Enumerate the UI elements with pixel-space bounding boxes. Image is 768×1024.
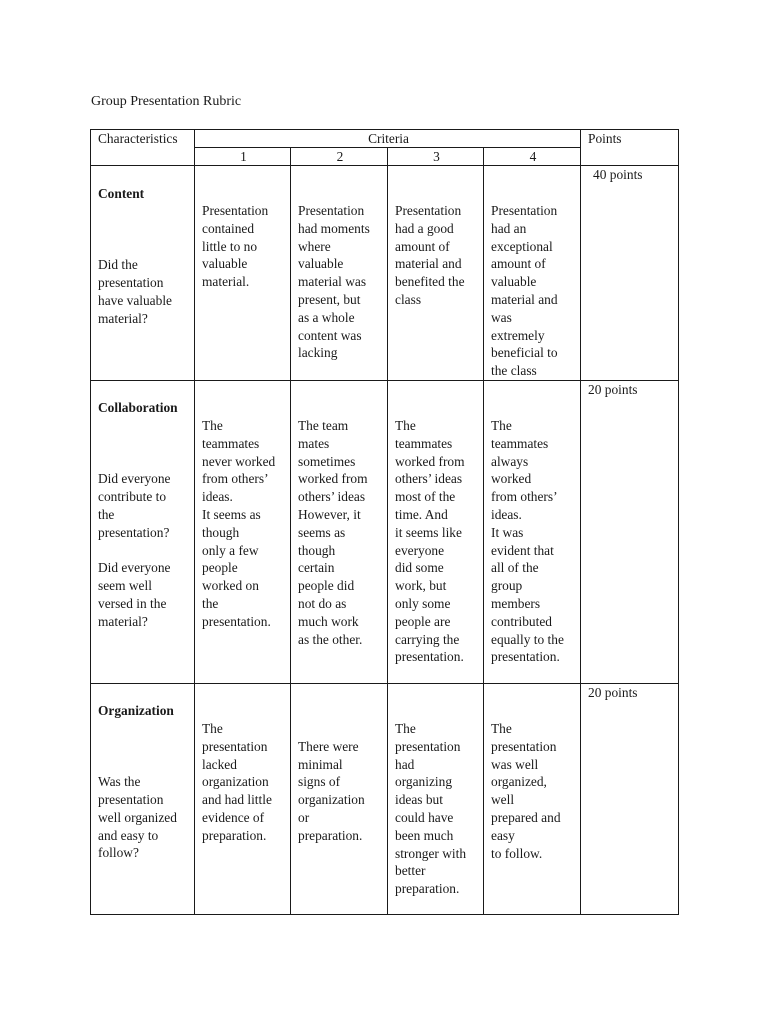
- level-header-3: 3: [388, 148, 484, 166]
- table-row: [91, 166, 679, 381]
- criteria-cell: [484, 166, 581, 381]
- criteria-cell: [388, 380, 484, 683]
- document-title: Group Presentation Rubric: [91, 94, 242, 109]
- criteria-cell: [484, 380, 581, 683]
- characteristic-question: Did everyone contribute to the presentation? Did everyone seem well versed in the material?: [98, 471, 171, 629]
- points-value: 20 points: [588, 381, 638, 397]
- header-row: [91, 130, 679, 148]
- header-points: Points: [581, 130, 679, 166]
- criteria-level-2: The team mates sometimes worked from others’ ideas However, it seems as though certain people did not do as much work as the other.: [298, 417, 368, 647]
- criteria-cell: [195, 166, 291, 381]
- criteria-level-3: Presentation had a good amount of material and benefited the class: [395, 203, 465, 307]
- criteria-cell: [291, 683, 388, 914]
- level-header-2: 2: [291, 148, 388, 166]
- characteristic-cell: [91, 380, 195, 683]
- points-cell: [581, 683, 679, 914]
- criteria-cell: [388, 166, 484, 381]
- criteria-level-1: Presentation contained little to no valuable material.: [202, 203, 269, 290]
- criteria-level-4: The presentation was well organized, well prepared and easy to follow.: [491, 720, 561, 861]
- points-cell: [581, 166, 679, 381]
- rubric-table: [90, 129, 679, 915]
- characteristic-name: Content: [98, 185, 145, 201]
- criteria-level-2: There were minimal signs of organization or preparation.: [298, 738, 365, 843]
- points-cell: [581, 380, 679, 683]
- criteria-cell: [195, 380, 291, 683]
- criteria-level-2: Presentation had moments where valuable material was present, but as a whole content was lacking: [298, 203, 370, 361]
- header-characteristics: Characteristics: [91, 130, 195, 166]
- criteria-level-1: The teammates never worked from others’ ideas. It seems as though only a few people worked on the presentation.: [202, 417, 276, 629]
- characteristic-cell: [91, 683, 195, 914]
- level-header-4: 4: [484, 148, 581, 166]
- characteristic-question: Did the presentation have valuable material?: [98, 257, 172, 326]
- criteria-cell: [484, 683, 581, 914]
- level-header-1: 1: [195, 148, 291, 166]
- criteria-cell: [291, 380, 388, 683]
- characteristic-question: Was the presentation well organized and easy to follow?: [98, 774, 177, 861]
- criteria-cell: [388, 683, 484, 914]
- header-criteria: Criteria: [195, 130, 581, 148]
- points-value: 20 points: [588, 684, 638, 700]
- criteria-level-3: The teammates worked from others’ ideas most of the time. And it seems like everyone did some work, but only some people are carrying the presentation.: [395, 417, 465, 665]
- table-row: [91, 380, 679, 683]
- characteristic-cell: [91, 166, 195, 381]
- criteria-level-4: Presentation had an exceptional amount of valuable material and was extremely beneficial to the class: [491, 203, 558, 379]
- criteria-level-1: The presentation lacked organization and had little evidence of preparation.: [202, 720, 272, 843]
- criteria-level-4: The teammates always worked from others’ ideas. It was evident that all of the group members contributed equally to the presentation.: [491, 417, 564, 665]
- criteria-cell: [291, 166, 388, 381]
- characteristic-name: Collaboration: [98, 399, 178, 415]
- characteristic-name: Organization: [98, 702, 174, 718]
- table-row: [91, 683, 679, 914]
- points-value: 40 points: [593, 167, 643, 182]
- criteria-cell: [195, 683, 291, 914]
- criteria-level-3: The presentation had organizing ideas but could have been much stronger with better preparation.: [395, 720, 467, 897]
